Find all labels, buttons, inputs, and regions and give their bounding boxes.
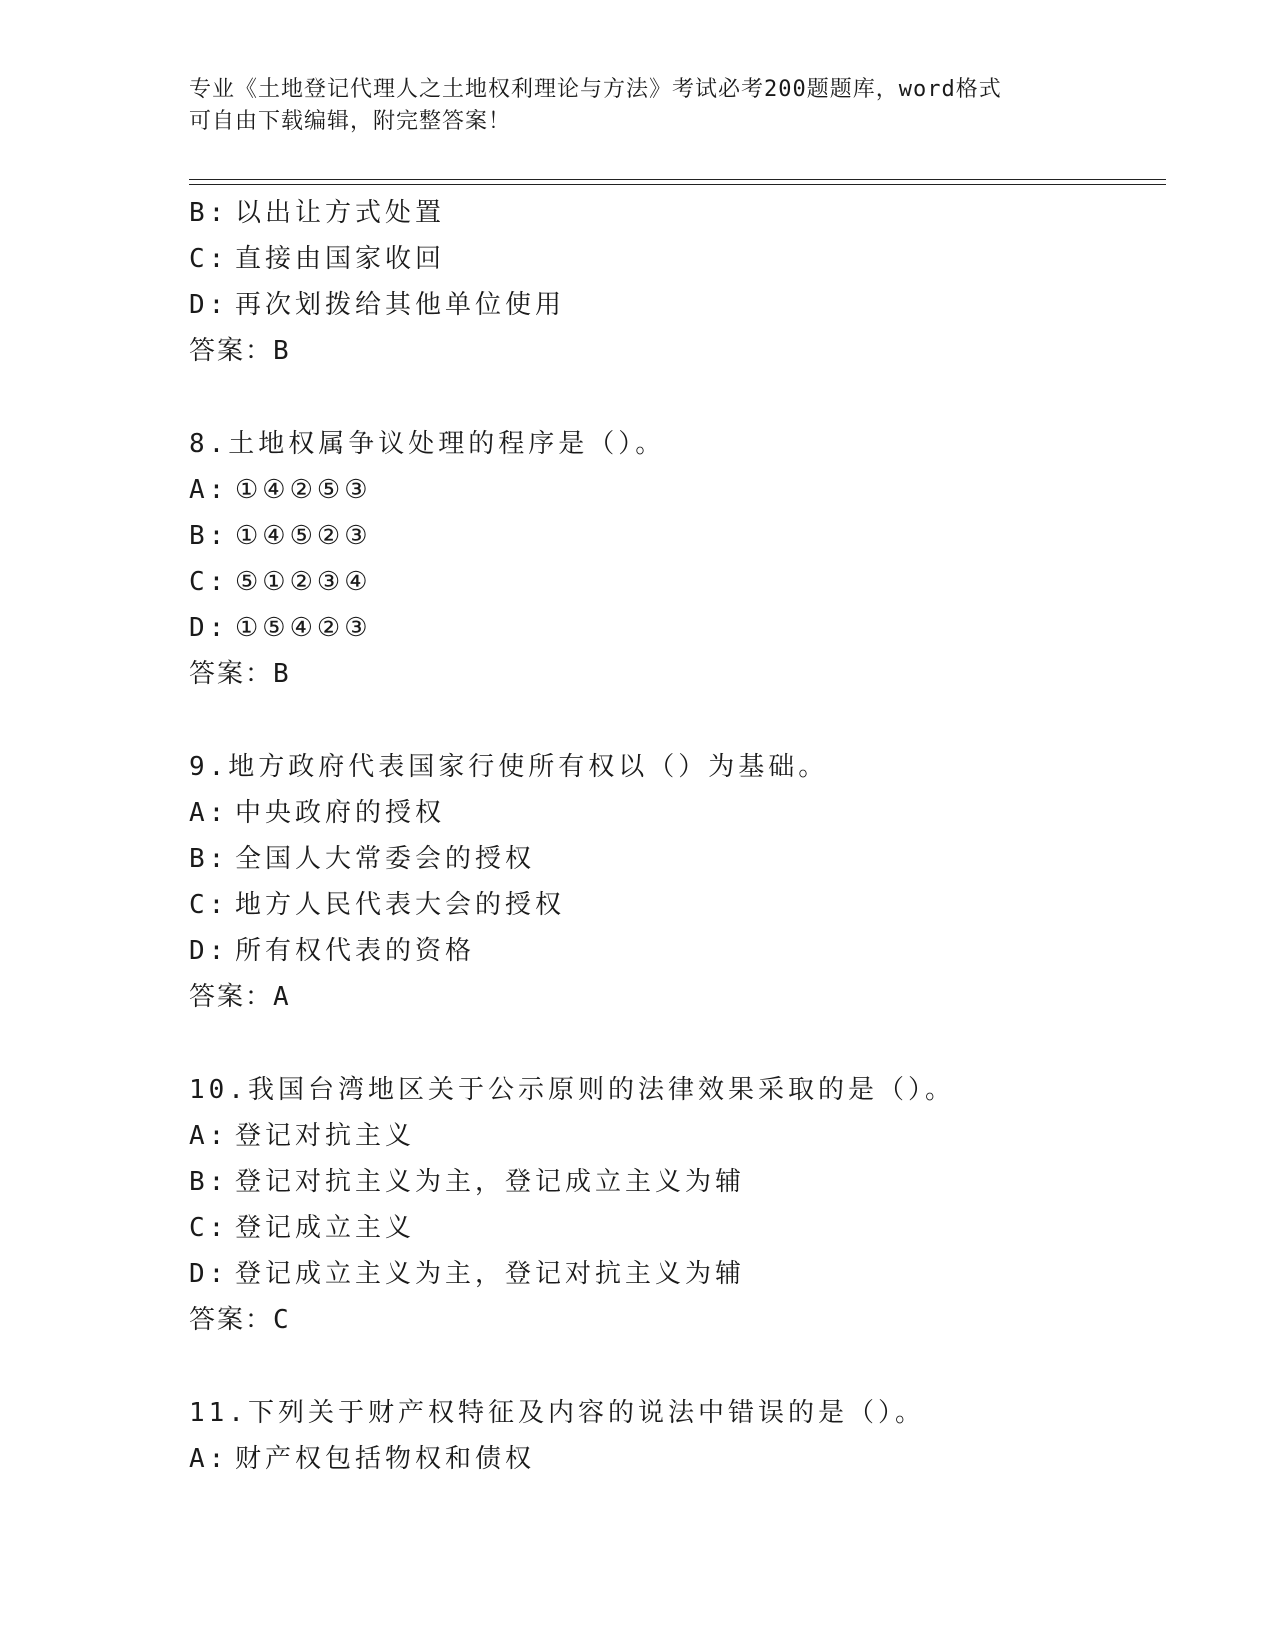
option-text: 直接由国家收回 bbox=[235, 244, 446, 274]
question-11 bbox=[189, 1390, 1169, 1482]
question-list bbox=[189, 190, 1169, 1482]
option-text: ⑤①②③④ bbox=[235, 567, 372, 597]
header-divider-top bbox=[189, 179, 1166, 180]
question-stem: 10.我国台湾地区关于公示原则的法律效果采取的是（）。 bbox=[189, 1075, 955, 1105]
option-row bbox=[189, 1205, 1169, 1251]
option-row bbox=[189, 1436, 1169, 1482]
option-letter: B: bbox=[189, 844, 229, 874]
answer-line: 答案：C bbox=[189, 1305, 291, 1335]
option-text: ①④②⑤③ bbox=[235, 475, 372, 505]
document-header bbox=[189, 74, 1089, 138]
option-text: ①⑤④②③ bbox=[235, 613, 372, 643]
option-text: ①④⑤②③ bbox=[235, 521, 372, 551]
option-letter: A: bbox=[189, 1121, 229, 1151]
option-row bbox=[189, 282, 1169, 328]
option-letter: C: bbox=[189, 890, 229, 920]
option-row bbox=[189, 190, 1169, 236]
answer-line: 答案：B bbox=[189, 336, 291, 366]
option-text: 登记对抗主义为主，登记成立主义为辅 bbox=[235, 1167, 746, 1197]
option-row bbox=[189, 1159, 1169, 1205]
option-text: 登记成立主义为主，登记对抗主义为辅 bbox=[235, 1259, 746, 1289]
option-text: 全国人大常委会的授权 bbox=[235, 844, 536, 874]
header-title-line-2: 可自由下载编辑，附完整答案！ bbox=[189, 109, 512, 134]
header-title-line-1: 专业《土地登记代理人之土地权利理论与方法》考试必考200题题库，word格式 bbox=[189, 77, 1002, 102]
option-letter: D: bbox=[189, 1259, 229, 1289]
option-text: 登记对抗主义 bbox=[235, 1121, 416, 1151]
option-letter: D: bbox=[189, 290, 229, 320]
header-divider-bottom bbox=[189, 184, 1166, 185]
question-stem: 8.土地权属争议处理的程序是（）。 bbox=[189, 429, 666, 459]
option-text: 财产权包括物权和债权 bbox=[235, 1444, 536, 1474]
option-row bbox=[189, 559, 1169, 605]
question-7-continued bbox=[189, 190, 1169, 374]
option-text: 再次划拨给其他单位使用 bbox=[235, 290, 566, 320]
option-text: 以出让方式处置 bbox=[235, 198, 446, 228]
option-row bbox=[189, 236, 1169, 282]
option-letter: C: bbox=[189, 1213, 229, 1243]
option-letter: C: bbox=[189, 244, 229, 274]
option-row bbox=[189, 1251, 1169, 1297]
option-letter: A: bbox=[189, 475, 229, 505]
question-10 bbox=[189, 1067, 1169, 1343]
answer-line: 答案：A bbox=[189, 982, 291, 1012]
question-9 bbox=[189, 744, 1169, 1020]
option-row bbox=[189, 882, 1169, 928]
option-letter: C: bbox=[189, 567, 229, 597]
option-row bbox=[189, 467, 1169, 513]
option-text: 中央政府的授权 bbox=[235, 798, 446, 828]
question-stem: 11.下列关于财产权特征及内容的说法中错误的是（）。 bbox=[189, 1398, 925, 1428]
option-row bbox=[189, 836, 1169, 882]
option-letter: B: bbox=[189, 198, 229, 228]
option-row bbox=[189, 513, 1169, 559]
option-text: 地方人民代表大会的授权 bbox=[235, 890, 566, 920]
question-stem: 9.地方政府代表国家行使所有权以（）为基础。 bbox=[189, 752, 829, 782]
option-row bbox=[189, 790, 1169, 836]
option-letter: A: bbox=[189, 1444, 229, 1474]
option-letter: D: bbox=[189, 936, 229, 966]
option-row bbox=[189, 605, 1169, 651]
option-text: 登记成立主义 bbox=[235, 1213, 416, 1243]
option-letter: B: bbox=[189, 521, 229, 551]
answer-line: 答案：B bbox=[189, 659, 291, 689]
question-8 bbox=[189, 421, 1169, 697]
option-row bbox=[189, 928, 1169, 974]
option-letter: B: bbox=[189, 1167, 229, 1197]
option-letter: A: bbox=[189, 798, 229, 828]
option-letter: D: bbox=[189, 613, 229, 643]
option-row bbox=[189, 1113, 1169, 1159]
option-text: 所有权代表的资格 bbox=[235, 936, 476, 966]
